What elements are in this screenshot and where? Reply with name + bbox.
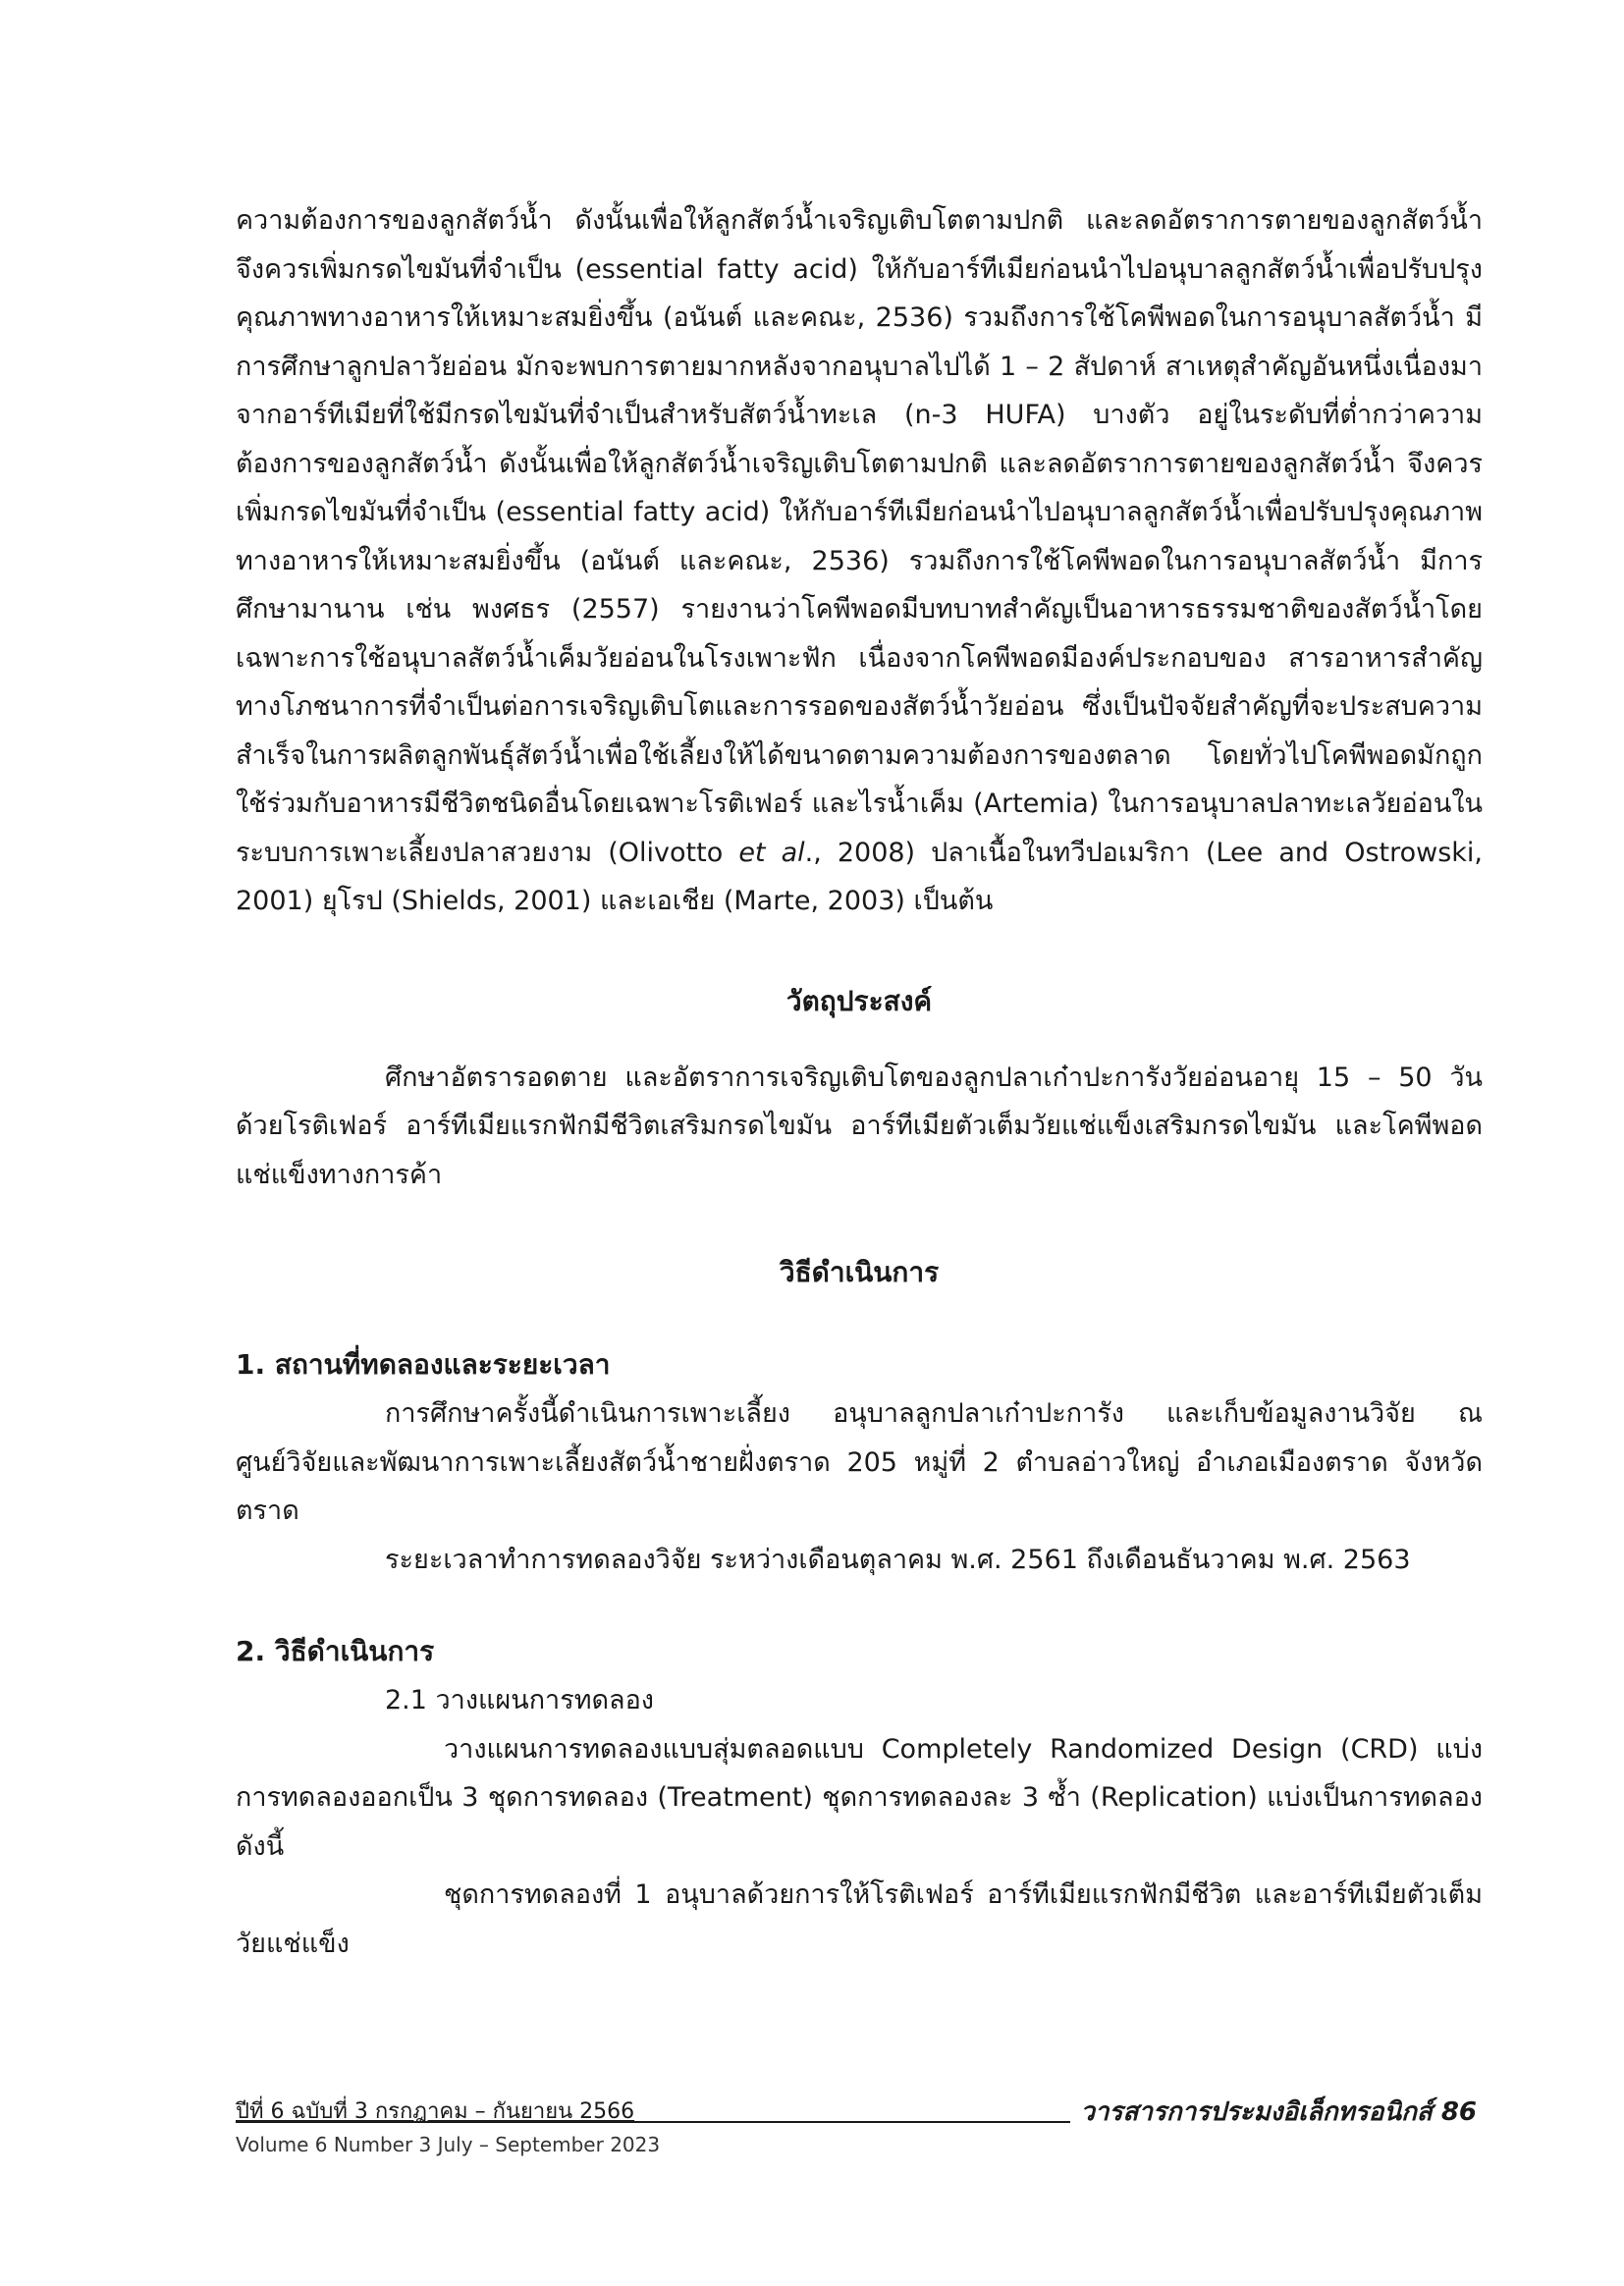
section-2-title: 2. วิธีดำเนินการ	[236, 1635, 435, 1667]
footer-issue-th: ปีที่ 6 ฉบับที่ 3 กรกฎาคม – กันยายน 2566	[236, 2099, 635, 2124]
objectives-heading: วัตถุประสงค์	[785, 984, 933, 1017]
section-1-title: 1. สถานที่ทดลองและระยะเวลา	[236, 1348, 611, 1381]
intro-etal: et al	[738, 837, 805, 868]
section-1-place: การศึกษาครั้งนี้ดำเนินการเพาะเลี้ยง อนุบาลลูกปลาเก๋าปะการัง และเก็บข้อมูลงานวิจัย ณ ศูนย์วิจัยและพัฒนาการเพาะเลี้ยงสัตว์น้ำชายฝั่งตราด 205 หมู่ที่ 2 ตำบลอ่าวใหญ่ อำเภอเมืองตราด จังหวัดตราด	[236, 1398, 1483, 1526]
intro-text: ความต้องการของลูกสัตว์น้ำ ดังนั้นเพื่อให้ลูกสัตว์น้ำเจริญเติบโตตามปกติ และลดอัตราการตายของลูกสัตว์น้ำ จึงควรเพิ่มกรดไขมันที่จำเป็น (essential fatty acid) ให้กับอาร์ทีเมียก่อนนำไปอนุบาลลูกสัตว์น้ำเพื่อปรับปรุงคุณภาพทางอาหารให้เหมาะสมยิ่งขึ้น (อนันต์ และคณะ, 2536) รวมถึงการใช้โคพีพอดในการอนุบาลสัตว์น้ำ มีการศึกษาลูกปลาวัยอ่อน มักจะพบการตายมากหลังจากอนุบาลไปได้ 1 – 2 สัปดาห์ สาเหตุสำคัญอันหนึ่งเนื่องมาจากอาร์ทีเมียที่ใช้มีกรดไขมันที่จำเป็นสำหรับสัตว์น้ำทะเล (n-3 HUFA) บางตัว อยู่ในระดับที่ต่ำกว่าความต้องการของลูกสัตว์น้ำ ดังนั้นเพื่อให้ลูกสัตว์น้ำเจริญเติบโตตามปกติ และลดอัตราการตายของลูกสัตว์น้ำ จึงควรเพิ่มกรดไขมันที่จำเป็น (essential fatty acid) ให้กับอาร์ทีเมียก่อนนำไปอนุบาลลูกสัตว์น้ำเพื่อปรับปรุงคุณภาพทางอาหารให้เหมาะสมยิ่งขึ้น (อนันต์ และคณะ, 2536) รวมถึงการใช้โคพีพอดในการอนุบาลสัตว์น้ำ มีการศึกษามานาน เช่น พงศธร (2557) รายงานว่าโคพีพอดมีบทบาทสำคัญเป็นอาหารธรรมชาติของสัตว์น้ำโดยเฉพาะการใช้อนุบาลสัตว์น้ำเค็มวัยอ่อนในโรงเพาะฟัก เนื่องจากโคพีพอดมีองค์ประกอบของ สารอาหารสำคัญทางโภชนาการที่จำเป็นต่อการเจริญเติบโตและการรอดของสัตว์น้ำวัยอ่อน ซึ่งเป็นปัจจัยสำคัญที่จะประสบความสำเร็จในการผลิตลูกพันธุ์สัตว์น้ำเพื่อใช้เลี้ยงให้ได้ขนาดตามความต้องการของตลาด โดยทั่วไปโคพีพอดมักถูกใช้ร่วมกับอาหารมีชีวิตชนิดอื่นโดยเฉพาะโรติเฟอร์ และไรน้ำเค็ม (Artemia) ในการอนุบาลปลาทะเลวัยอ่อนในระบบการเพาะเลี้ยงปลาสวยงาม (Olivotto	[236, 205, 1483, 868]
section-2-design: วางแผนการทดลองแบบสุ่มตลอดแบบ Completely Randomized Design (CRD) แบ่งการทดลองออกเป็น 3 ชุดการทดลอง (Treatment) ชุดการทดลองละ 3 ซ้ำ (Replication) แบ่งเป็นการทดลอง ดังนี้	[236, 1733, 1483, 1862]
intro-paragraph	[236, 196, 1483, 926]
section-2-treatment-1: ชุดการทดลองที่ 1 อนุบาลด้วยการให้โรติเฟอร์ อาร์ทีเมียแรกฟักมีชีวิต และอาร์ทีเมียตัวเต็มวัยแช่แข็ง	[236, 1879, 1483, 1959]
intro-tail: ., 2008) ปลาเนื้อในทวีปอเมริกา (Lee and Ostrowski, 2001) ยุโรป (Shields, 2001) และเอเชีย (Marte, 2003) เป็นต้น	[236, 837, 1483, 916]
section-1-period: ระยะเวลาทำการทดลองวิจัย ระหว่างเดือนตุลาคม พ.ศ. 2561 ถึงเดือนธันวาคม พ.ศ. 2563	[385, 1544, 1411, 1575]
footer-issue-en: Volume 6 Number 3 July – September 2023	[236, 2133, 661, 2156]
footer-journal-title: วารสารการประมงอิเล็กทรอนิกส์ 86	[1070, 2092, 1477, 2132]
objectives-paragraph: ศึกษาอัตรารอดตาย และอัตราการเจริญเติบโตของลูกปลาเก๋าปะการังวัยอ่อนอายุ 15 – 50 วัน ด้วยโรติเฟอร์ อาร์ทีเมียแรกฟักมีชีวิตเสริมกรดไขมัน อาร์ทีเมียตัวเต็มวัยแช่แข็งเสริมกรดไขมัน และโคพีพอดแช่แข็งทางการค้า	[236, 1061, 1483, 1190]
footer-issue	[236, 2094, 661, 2156]
methods-heading: วิธีดำเนินการ	[779, 1256, 940, 1288]
section-2-1-title: 2.1 วางแผนการทดลอง	[385, 1685, 654, 1715]
article-body	[236, 196, 1483, 1968]
